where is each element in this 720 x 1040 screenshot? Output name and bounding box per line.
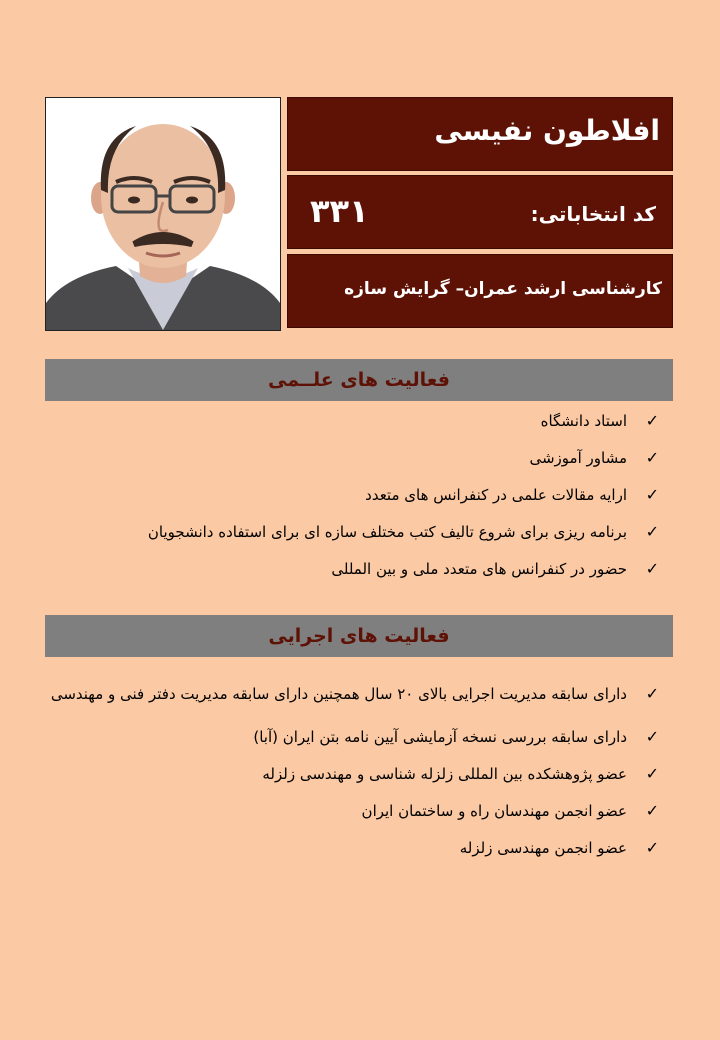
code-label: کد انتخاباتی: <box>530 202 656 226</box>
check-icon: ✓ <box>645 485 659 504</box>
list-item: ✓ استاد دانشگاه <box>45 409 673 433</box>
list-item: ✓ دارای سابقه مدیریت اجرایی بالای ۲۰ سال همچنین دارای سابقه مدیریت دفتر فنی و مهندسی <box>45 673 673 715</box>
list-item: ✓ مشاور آموزشی <box>45 446 673 470</box>
list-item: ✓ ارایه مقالات علمی در کنفرانس های متعدد <box>45 483 673 507</box>
check-icon: ✓ <box>645 559 659 578</box>
scientific-list <box>45 409 673 594</box>
degree-text: کارشناسی ارشد عمران– گرایش سازه <box>344 279 662 299</box>
name-box <box>287 97 673 171</box>
list-item: ✓ عضو انجمن مهندسان راه و ساختمان ایران <box>45 799 673 823</box>
degree-box <box>287 254 673 328</box>
executive-header: فعالیت های اجرایی <box>45 615 673 657</box>
list-item: ✓ برنامه ریزی برای شروع تالیف کتب مختلف سازه ای برای استفاده دانشجویان <box>45 520 673 544</box>
code-value: ۳۳۱ <box>310 192 369 230</box>
check-icon: ✓ <box>645 727 659 746</box>
check-icon: ✓ <box>645 411 659 430</box>
portrait-photo <box>45 97 281 331</box>
code-box <box>287 175 673 249</box>
check-icon: ✓ <box>645 684 659 703</box>
check-icon: ✓ <box>645 801 659 820</box>
check-icon: ✓ <box>645 764 659 783</box>
list-item: ✓ عضو پژوهشکده بین المللی زلزله شناسی و مهندسی زلزله <box>45 762 673 786</box>
list-item: ✓ عضو انجمن مهندسی زلزله <box>45 836 673 860</box>
list-item: ✓ حضور در کنفرانس های متعدد ملی و بین المللی <box>45 557 673 581</box>
check-icon: ✓ <box>645 838 659 857</box>
candidate-name: افلاطون نفیسی <box>434 114 660 147</box>
executive-list <box>45 673 673 873</box>
check-icon: ✓ <box>645 522 659 541</box>
scientific-header: فعالیت های علــمی <box>45 359 673 401</box>
check-icon: ✓ <box>645 448 659 467</box>
list-item: ✓ دارای سابقه بررسی نسخه آزمایشی آیین نامه بتن ایران (آبا) <box>45 725 673 749</box>
